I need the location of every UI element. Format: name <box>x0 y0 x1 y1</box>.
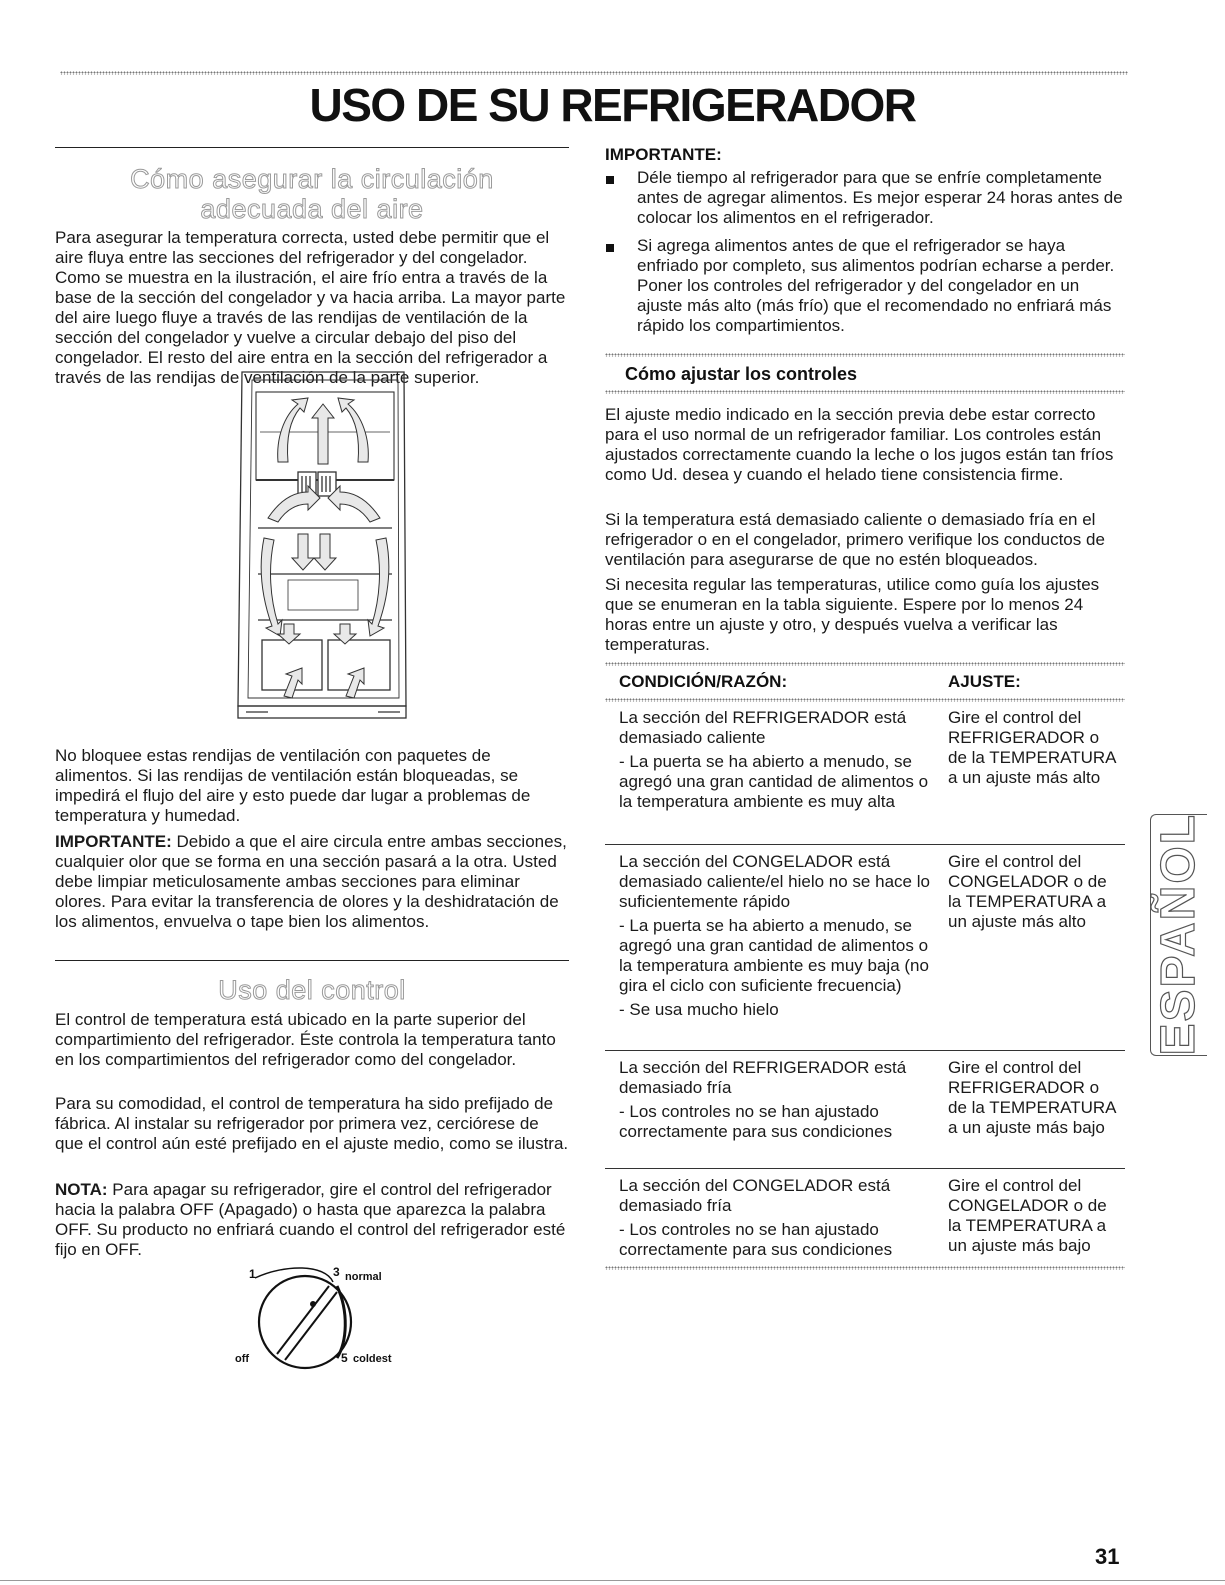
dotted-rule <box>605 353 1125 357</box>
condition-text: La sección del REFRIGERADOR está demasiado caliente <box>619 708 907 747</box>
section-rule <box>55 147 569 148</box>
refrigerator-airflow-illustration <box>228 368 410 722</box>
table-header-adjust: AJUSTE: <box>948 672 1021 691</box>
table-row-3-adjust <box>948 1058 1120 1142</box>
table-bottom-rule <box>605 1266 1125 1270</box>
page-number: 31 <box>1095 1544 1120 1569</box>
dial-label-3: 3 <box>333 1265 340 1279</box>
dial-label-coldest: coldest <box>353 1353 392 1365</box>
dial-label-normal: normal <box>345 1271 382 1283</box>
adjust-paragraph-3: Si necesita regular las temperaturas, utilice como guía los ajustes que se enumeran en la tabla siguiente. Espere por lo menos 24 horas entre un ajuste y otro, y después vuelva a verificar las temperaturas. <box>605 575 1100 654</box>
table-row-divider <box>605 1050 1125 1051</box>
dial-label-5: 5 <box>341 1351 348 1365</box>
table-row-3-condition <box>619 1058 937 1146</box>
condition-text: La sección del CONGELADOR está demasiado caliente/el hielo no se hace lo suficientemente rápido <box>619 852 930 911</box>
language-tab-label <box>1150 814 1206 1054</box>
important-heading: IMPORTANTE: <box>605 145 722 164</box>
condition-text: La sección del REFRIGERADOR está demasiado fría <box>619 1058 907 1097</box>
table-row-divider <box>605 844 1125 845</box>
dotted-rule <box>605 390 1125 394</box>
table-row-divider <box>605 1168 1125 1169</box>
important-label: IMPORTANTE: <box>55 832 172 851</box>
condition-text: La sección del CONGELADOR está demasiado fría <box>619 1176 891 1215</box>
note-text: Para apagar su refrigerador, gire el control del refrigerador hacia la palabra OFF (Apagado) o hasta que aparezca la palabra OFF. Su producto no enfriará cuando el control del refrigerador esté fijo en OFF. <box>55 1180 566 1259</box>
table-header-condition: CONDICIÓN/RAZÓN: <box>619 672 788 691</box>
adjust-controls-heading: Cómo ajustar los controles <box>625 364 858 384</box>
reason-text: - Los controles no se han ajustado correctamente para sus condiciones <box>619 1220 893 1259</box>
table-row-4-condition <box>619 1176 937 1264</box>
table-row-1-condition <box>619 708 937 816</box>
important-bullet-2: Si agrega alimentos antes de que el refrigerador se haya enfriado por completo, sus alimentos podrían echarse a perder. Poner los controles del refrigerador y del congelador en un ajuste más alto (más frío) que el recomendado no enfriará más rápido los compartimientos. <box>637 236 1115 335</box>
dial-label-1: 1 <box>249 1267 256 1281</box>
important-odors-paragraph <box>55 832 571 932</box>
table-header-rule <box>605 698 1125 702</box>
bottom-edge-rule <box>0 1580 1225 1581</box>
heading-line-2: adecuada del aire <box>200 194 424 224</box>
language-label: ESPAÑOL <box>1151 812 1205 1056</box>
table-row-2-condition <box>619 852 937 1024</box>
bullet-marker <box>606 244 614 252</box>
table-top-rule <box>605 662 1125 666</box>
section-rule-2 <box>55 960 569 961</box>
table-row-1-adjust <box>948 708 1120 792</box>
adjust-paragraph-1: El ajuste medio indicado en la sección previa debe estar correcto para el uso normal de un refrigerador familiar. Los controles están ajustados correctamente cuando la leche o los jugos están tan fríos como Ud. desea y cuando el helado tiene consistencia firme. <box>605 405 1114 484</box>
adjust-text: Gire el control del CONGELADOR o de la TEMPERATURA a un ajuste más alto <box>948 852 1107 931</box>
table-row-4-adjust <box>948 1176 1120 1260</box>
adjust-paragraph-2: Si la temperatura está demasiado caliente o demasiado fría en el refrigerador o en el congelador, primero verifique los conductos de ventilación para asegurarse de que no estén bloqueados. <box>605 510 1105 569</box>
important-text: Debido a que el aire circula entre ambas secciones, cualquier olor que se forma en una sección pasará a la otra. Usted debe limpiar meticulosamente ambas secciones para eliminar olores. Para evitar la transferencia de olores y la deshidratación de los alimentos, envuelva o tape bien los alimentos. <box>55 832 567 931</box>
section-heading-air-circulation <box>55 164 569 224</box>
air-circulation-paragraph: Para asegurar la temperatura correcta, usted debe permitir que el aire fluya entre las secciones del refrigerador y del congelador. Como se muestra en la ilustración, el aire frío entra a través de la base de la sección del congelador y va hacia arriba. La mayor parte del aire luego fluye a través de las rendijas de ventilación de la sección del congelador y vuelve a circular debajo del piso del congelador. El resto del aire entra en la sección del refrigerador a través de las rendijas de ventilación de la parte superior. <box>55 228 566 387</box>
adjust-text: Gire el control del REFRIGERADOR o de la TEMPERATURA a un ajuste más bajo <box>948 1058 1116 1137</box>
bullet-marker <box>606 176 614 184</box>
factory-preset-paragraph: Para su comodidad, el control de temperatura ha sido prefijado de fábrica. Al instalar su refrigerador por primera vez, cerciórese de que el control aún esté prefijado en el ajuste medio, como se ilustra. <box>55 1094 569 1153</box>
note-paragraph <box>55 1180 571 1260</box>
note-label: NOTA: <box>55 1180 108 1199</box>
section-heading-control-use: Uso del control <box>218 975 406 1005</box>
reason-text: - La puerta se ha abierto a menudo, se agregó una gran cantidad de alimentos o la temperatura ambiente es muy baja (no gira el ciclo con suficiente frecuencia) <box>619 916 929 995</box>
adjust-text: Gire el control del CONGELADOR o de la TEMPERATURA a un ajuste más bajo <box>948 1176 1107 1255</box>
temperature-dial-illustration <box>225 1262 425 1372</box>
table-row-2-adjust <box>948 852 1120 936</box>
page-title: USO DE SU REFRIGERADOR <box>309 79 916 131</box>
heading-line-1: Cómo asegurar la circulación <box>130 164 494 194</box>
top-dotted-rule <box>60 71 1128 75</box>
adjust-text: Gire el control del REFRIGERADOR o de la TEMPERATURA a un ajuste más alto <box>948 708 1116 787</box>
no-block-vents-paragraph: No bloquee estas rendijas de ventilación con paquetes de alimentos. Si las rendijas de ventilación están bloqueadas, se impedirá el flujo del aire y esto puede dar lugar a problemas de temperatura y humedad. <box>55 746 531 825</box>
control-location-paragraph: El control de temperatura está ubicado en la parte superior del compartimiento del refrigerador. Éste controla la temperatura tanto en los compartimientos del refrigerador como del congelador. <box>55 1010 556 1069</box>
reason-text: - La puerta se ha abierto a menudo, se agregó una gran cantidad de alimentos o la temperatura ambiente es muy alta <box>619 752 929 811</box>
reason-text: - Los controles no se han ajustado correctamente para sus condiciones <box>619 1102 893 1141</box>
important-bullet-1: Déle tiempo al refrigerador para que se enfríe completamente antes de agregar alimentos. Es mejor esperar 24 horas antes de colocar los alimentos en el refrigerador. <box>637 168 1123 227</box>
dial-indicator-dot <box>310 1301 316 1307</box>
dial-label-off: off <box>235 1353 250 1365</box>
reason-text: - Se usa mucho hielo <box>619 1000 779 1019</box>
